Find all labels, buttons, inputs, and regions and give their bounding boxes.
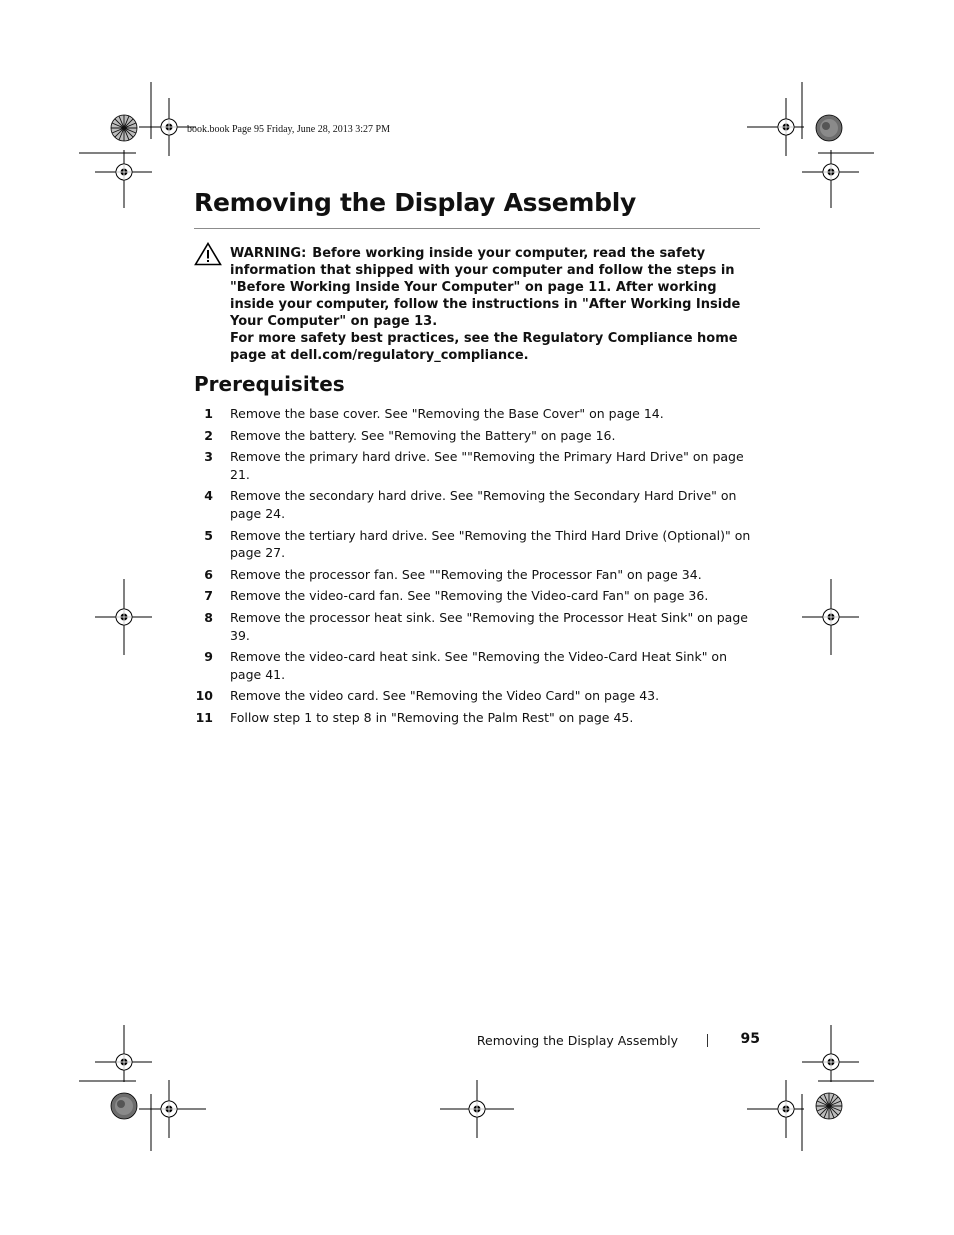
crosshair-icon [778, 119, 794, 135]
step-number: 11 [195, 709, 213, 725]
starburst-icon [816, 1093, 842, 1119]
footer-section-title: Removing the Display Assembly [476, 1033, 678, 1048]
list-item [194, 687, 760, 705]
step-text: Remove the video-card heat sink. See "Removing the Video-Card Heat Sink" on page 41. [230, 649, 728, 682]
starburst-icon [816, 115, 842, 141]
step-number: 6 [204, 566, 213, 582]
step-text: Remove the video card. See "Removing the Video Card" on page 43. [230, 688, 660, 704]
crosshair-icon [823, 164, 839, 180]
warning-text: Before working inside your computer, read the safety information that shipped with your computer and follow the steps in "Before Working Inside Your Computer" on page 11. After working inside your computer, follow the instructions in "After Working Inside Your Computer" on page 13. [230, 246, 741, 329]
warning-triangle-icon [194, 242, 222, 266]
step-text: Remove the primary hard drive. See ""Removing the Primary Hard Drive" on page 21. [230, 449, 744, 482]
step-number: 1 [204, 406, 213, 421]
step-text: Remove the battery. See "Removing the Battery" on page 16. [230, 427, 616, 443]
starburst-icon [111, 115, 137, 141]
crosshair-icon [116, 1054, 132, 1070]
crosshair-icon [823, 609, 839, 625]
page-title: Removing the Display Assembly [194, 188, 637, 217]
footer-divider [707, 1034, 708, 1047]
slug-line: book.book Page 95 Friday, June 28, 2013 3:27 PM [187, 124, 390, 135]
list-item [194, 587, 760, 605]
warning-paragraph-2: For more safety best practices, see the Regulatory Compliance home page at dell.com/regulatory_compliance. [230, 331, 738, 363]
step-number: 3 [204, 449, 213, 465]
step-text: Remove the video-card fan. See "Removing the Video-card Fan" on page 36. [230, 588, 709, 604]
step-text: Remove the secondary hard drive. See "Removing the Secondary Hard Drive" on page 24. [230, 488, 737, 521]
list-item [194, 648, 760, 683]
step-text: Remove the tertiary hard drive. See "Removing the Third Hard Drive (Optional)" on page 27. [230, 527, 751, 561]
crosshair-icon [161, 1101, 177, 1117]
list-item [194, 487, 760, 522]
step-number: 9 [204, 649, 213, 665]
section-heading: Prerequisites [194, 372, 345, 396]
list-item [194, 427, 760, 445]
list-item [194, 566, 760, 584]
page-number: 95 [740, 1031, 760, 1047]
warning-notice [230, 245, 762, 364]
step-text: Follow step 1 to step 8 in "Removing the Palm Rest" on page 45. [230, 709, 634, 725]
step-text: Remove the processor heat sink. See "Removing the Processor Heat Sink" on page 39. [230, 609, 748, 643]
list-item [194, 527, 760, 562]
prerequisite-steps [194, 405, 760, 731]
step-number: 4 [204, 488, 213, 504]
step-number: 2 [204, 427, 213, 443]
crosshair-icon [161, 119, 177, 135]
starburst-icon [111, 1093, 137, 1119]
list-item [194, 448, 760, 483]
warning-paragraph [230, 245, 762, 330]
list-item [194, 405, 760, 423]
step-number: 5 [204, 527, 213, 543]
list-item [194, 609, 760, 644]
step-number: 10 [195, 688, 213, 704]
step-text: Remove the processor fan. See ""Removing the Processor Fan" on page 34. [230, 566, 702, 582]
warning-label: WARNING: [230, 246, 307, 261]
crosshair-icon [823, 1054, 839, 1070]
crosshair-icon [778, 1101, 794, 1117]
step-number: 7 [204, 588, 213, 604]
crosshair-icon [469, 1101, 485, 1117]
crosshair-icon [116, 609, 132, 625]
list-item [194, 709, 760, 727]
step-number: 8 [204, 609, 213, 625]
title-rule [194, 228, 760, 229]
crosshair-icon [116, 164, 132, 180]
step-text: Remove the base cover. See "Removing the Base Cover" on page 14. [230, 406, 664, 421]
